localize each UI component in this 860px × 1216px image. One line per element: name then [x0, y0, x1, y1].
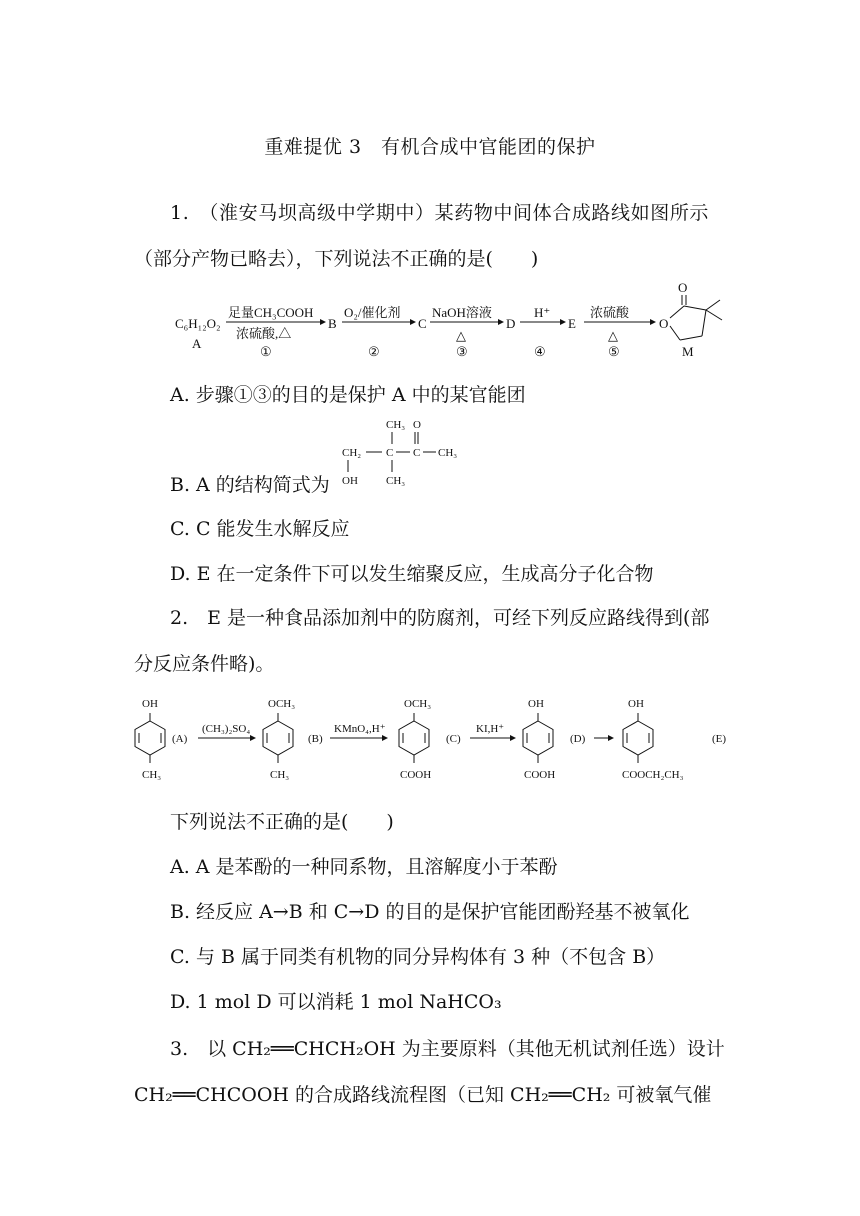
svg-text:CH₃: CH₃ [438, 447, 458, 459]
q1-product-c: C [418, 316, 427, 331]
q2-compound-e-ring [623, 713, 653, 763]
q1-step1-num: ① [260, 344, 272, 359]
q1-step4-num: ④ [534, 344, 546, 359]
svg-text:CH₃: CH₃ [386, 419, 406, 431]
page-title: 重难提优 3 有机合成中官能团的保护 [264, 136, 596, 158]
q1-step2-num: ② [368, 344, 380, 359]
q1-option-b: B. A 的结构简式为 [170, 474, 330, 496]
svg-text:OH: OH [528, 698, 544, 710]
q3-stem-line-1: 3. 以 CH₂══CHCH₂OH 为主要原料（其他无机试剂任选）设计 [170, 1038, 725, 1060]
svg-text:(CH₃)₂SO₄: (CH₃)₂SO₄ [202, 723, 251, 735]
q1-synthesis-scheme [170, 280, 740, 370]
q1-step5-reagent: 浓硫酸 [590, 305, 630, 320]
q2-stem-line-1: 2. E 是一种食品添加剂中的防腐剂，可经下列反应路线得到(部 [170, 607, 710, 629]
q1-option-b-structure [338, 414, 478, 492]
q1-carbonyl-oxygen: O [678, 280, 688, 295]
q2-label-e: (E) [712, 733, 727, 745]
q1-step4-reagent: H⁺ [534, 305, 551, 320]
q1-step3-condition: △ [456, 328, 466, 343]
svg-text:OH: OH [142, 698, 158, 710]
svg-text:OCH₃: OCH₃ [404, 698, 432, 710]
q1-final-label: M [682, 344, 694, 359]
svg-text:COOH: COOH [400, 769, 432, 781]
q1-stem-line-2: （部分产物已略去），下列说法不正确的是( ) [134, 248, 539, 270]
svg-text:COOH: COOH [524, 769, 556, 781]
q1-ring-oxygen: O [659, 316, 669, 331]
svg-text:CH₂: CH₂ [342, 447, 362, 459]
q1-step1-condition: 浓硫酸,△ [236, 326, 292, 341]
q2-label-b: (B) [308, 733, 323, 745]
q2-label-c: (C) [446, 733, 461, 745]
q1-option-c: C. C 能发生水解反应 [170, 518, 350, 540]
q2-compound-a-ring [135, 713, 165, 763]
q1-start-formula: C₆H₁₂O₂ [175, 316, 221, 331]
svg-text:C: C [413, 447, 421, 459]
q1-step5-condition: △ [608, 328, 618, 343]
svg-text:CH₃: CH₃ [386, 475, 406, 487]
q2-label-d: (D) [570, 733, 586, 745]
q2-option-a: A. A 是苯酚的一种同系物，且溶解度小于苯酚 [170, 856, 558, 878]
svg-text:CH₃: CH₃ [142, 769, 162, 781]
svg-text:CH₃: CH₃ [270, 769, 290, 781]
q3-stem-line-2: CH₂══CHCOOH 的合成路线流程图（已知 CH₂══CH₂ 可被氧气催 [134, 1084, 712, 1106]
svg-text:O: O [413, 419, 421, 431]
q2-label-a: (A) [172, 733, 188, 745]
q1-step2-reagent: O₂/催化剂 [344, 305, 401, 320]
q1-product-d: D [506, 316, 516, 331]
q1-product-e: E [568, 316, 576, 331]
q2-compound-c-ring [399, 713, 429, 763]
svg-text:KI,H⁺: KI,H⁺ [476, 723, 505, 735]
svg-text:OH: OH [342, 475, 358, 487]
q2-option-c: C. 与 B 属于同类有机物的同分异构体有 3 种（不包含 B） [170, 946, 666, 968]
q1-lactone-m-structure [659, 280, 722, 359]
svg-text:OH: OH [628, 698, 644, 710]
svg-text:KMnO₄,H⁺: KMnO₄,H⁺ [334, 723, 386, 735]
q1-product-b: B [328, 316, 337, 331]
q1-option-a: A. 步骤①③的目的是保护 A 中的某官能团 [170, 384, 526, 406]
q1-option-d: D. E 在一定条件下可以发生缩聚反应，生成高分子化合物 [170, 563, 654, 585]
q2-option-d: D. 1 mol D 可以消耗 1 mol NaHCO₃ [170, 991, 502, 1013]
q1-step3-reagent: NaOH溶液 [432, 305, 492, 320]
q1-start-label: A [192, 336, 202, 351]
svg-text:C: C [386, 447, 394, 459]
q1-step1-reagent: 足量CH₃COOH [228, 305, 314, 320]
q2-question: 下列说法不正确的是( ) [170, 811, 394, 833]
q2-option-b: B. 经反应 A→B 和 C→D 的目的是保护官能团酚羟基不被氧化 [170, 901, 690, 923]
q2-compound-d-ring [523, 713, 553, 763]
q1-step3-num: ③ [456, 344, 468, 359]
q2-compound-b-ring [263, 713, 293, 763]
q1-step5-num: ⑤ [608, 344, 620, 359]
svg-text:OCH₃: OCH₃ [268, 698, 296, 710]
q2-synthesis-scheme [130, 690, 740, 786]
q2-stem-line-2: 分反应条件略)。 [134, 653, 275, 675]
q1-stem-line-1: 1. （淮安马坝高级中学期中）某药物中间体合成路线如图所示 [170, 202, 710, 224]
svg-text:COOCH₂CH₃: COOCH₂CH₃ [622, 769, 684, 781]
